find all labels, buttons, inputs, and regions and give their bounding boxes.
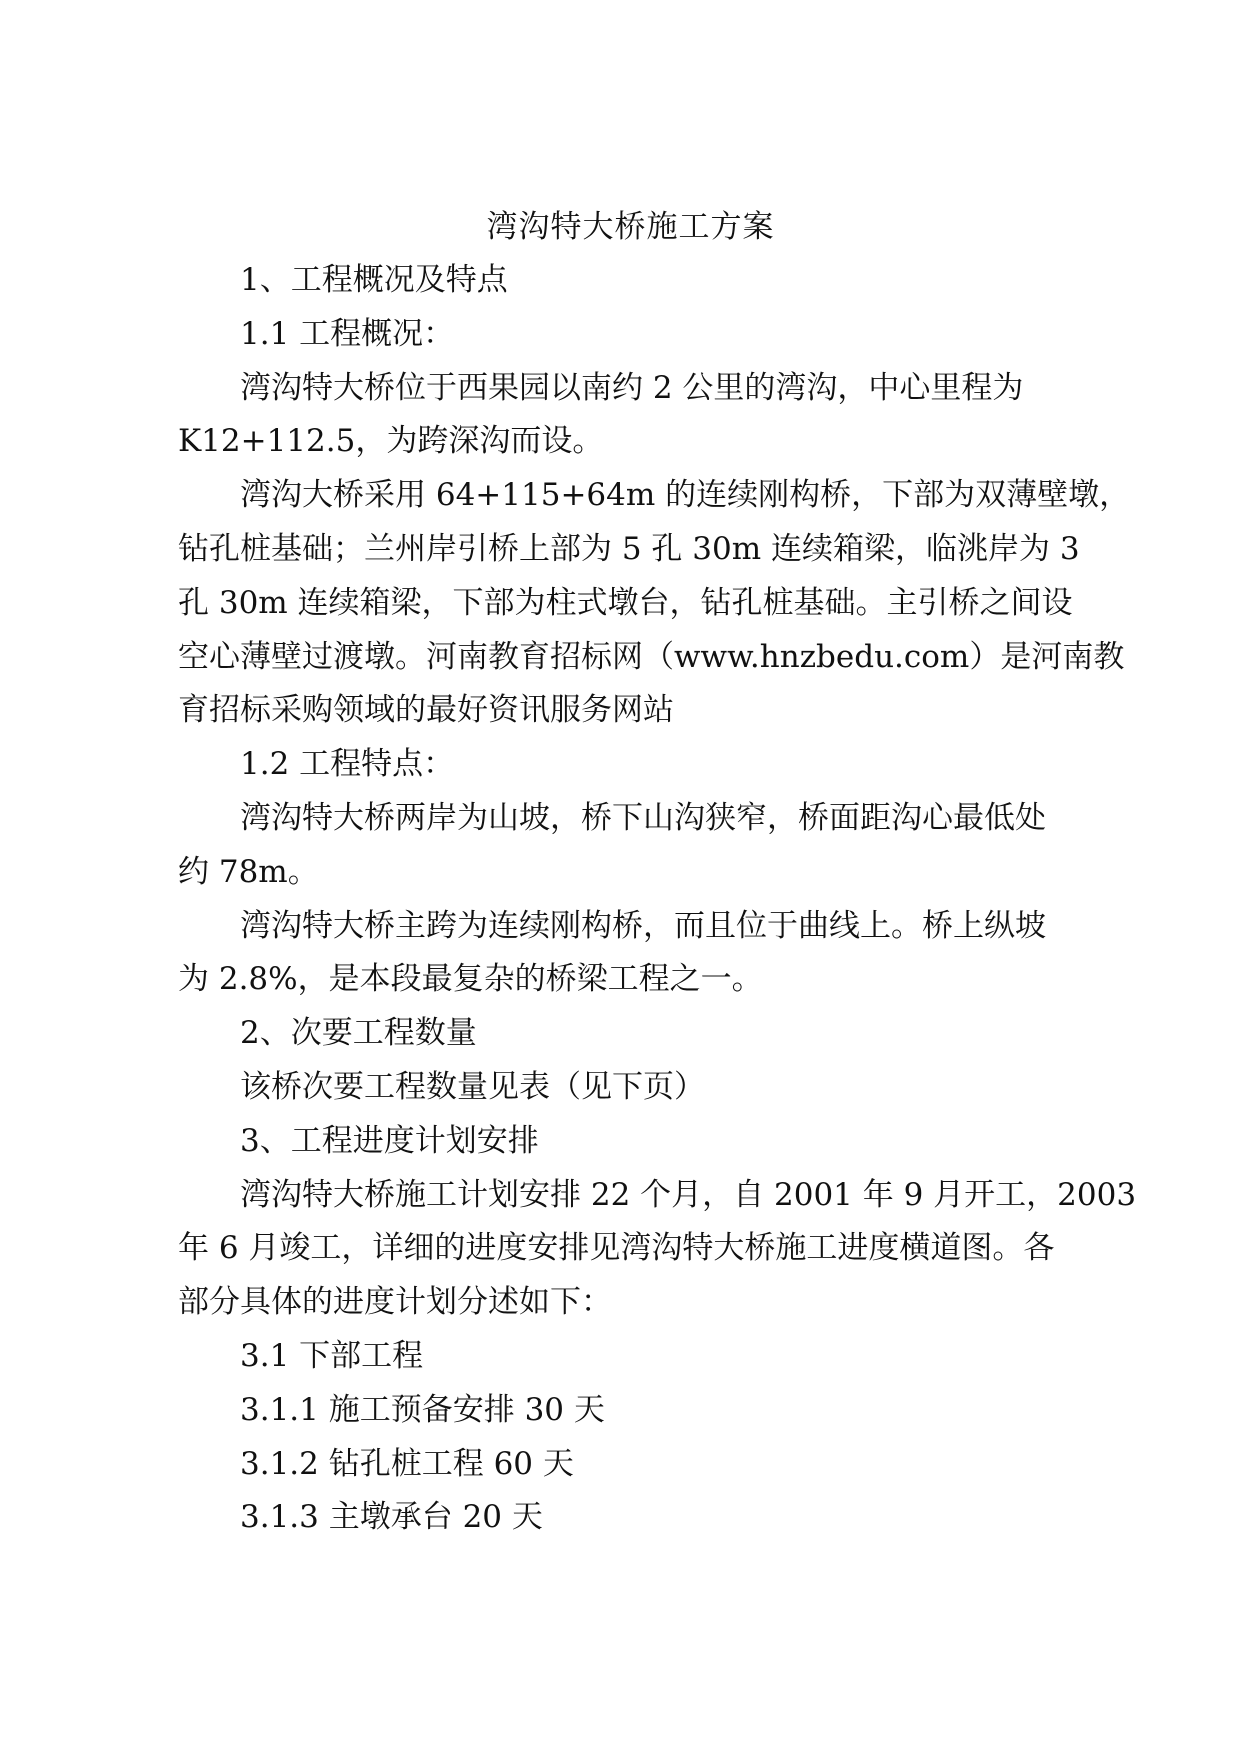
- paragraph-line: 钻孔桩基础；兰州岸引桥上部为 5 孔 30m 连续箱梁，临洮岸为 3: [178, 530, 1080, 567]
- paragraph-line: 部分具体的进度计划分述如下：: [178, 1284, 612, 1321]
- subsection-heading-1-2: 1.2 工程特点：: [240, 746, 455, 783]
- paragraph-line: 湾沟特大桥施工计划安排 22 个月，自 2001 年 9 月开工，2003: [240, 1176, 1137, 1213]
- list-item: 3.1.3 主墩承台 20 天: [240, 1499, 543, 1536]
- list-item: 3.1.2 钻孔桩工程 60 天: [240, 1445, 574, 1482]
- section-heading-1: 1、工程概况及特点: [240, 262, 508, 298]
- paragraph-line: 该桥次要工程数量见表（见下页）: [240, 1068, 705, 1105]
- paragraph-line: 为 2.8%，是本段最复杂的桥梁工程之一。: [178, 961, 763, 998]
- paragraph-line: 湾沟特大桥两岸为山坡，桥下山沟狭窄，桥面距沟心最低处: [240, 799, 1046, 836]
- paragraph-line: 湾沟大桥采用 64+115+64m 的连续刚构桥，下部为双薄壁墩，: [240, 477, 1131, 514]
- document-title: 湾沟特大桥施工方案: [486, 209, 775, 245]
- paragraph-line: 湾沟特大桥主跨为连续刚构桥，而且位于曲线上。桥上纵坡: [240, 907, 1046, 944]
- subsection-heading-3-1: 3.1 下部工程: [240, 1337, 424, 1374]
- document-page: [178, 209, 1137, 1554]
- section-heading-3: 3、工程进度计划安排: [240, 1122, 539, 1159]
- paragraph-line: 湾沟特大桥位于西果园以南约 2 公里的湾沟，中心里程为: [240, 369, 1024, 406]
- paragraph-line: K12+112.5，为跨深沟而设。: [178, 423, 604, 460]
- section-heading-2: 2、次要工程数量: [240, 1015, 477, 1052]
- paragraph-line: 约 78m。: [178, 853, 319, 890]
- paragraph-line: 空心薄壁过渡墩。河南教育招标网（www.hnzbedu.com）是河南教: [178, 638, 1125, 675]
- paragraph-line: 孔 30m 连续箱梁，下部为柱式墩台，钻孔桩基础。主引桥之间设: [178, 584, 1073, 621]
- paragraph-line: 年 6 月竣工，详细的进度安排见湾沟特大桥施工进度横道图。各: [178, 1230, 1055, 1267]
- list-item: 3.1.1 施工预备安排 30 天: [240, 1391, 605, 1428]
- subsection-heading-1-1: 1.1 工程概况：: [240, 315, 455, 352]
- paragraph-line: 育招标采购领域的最好资讯服务网站: [178, 692, 674, 729]
